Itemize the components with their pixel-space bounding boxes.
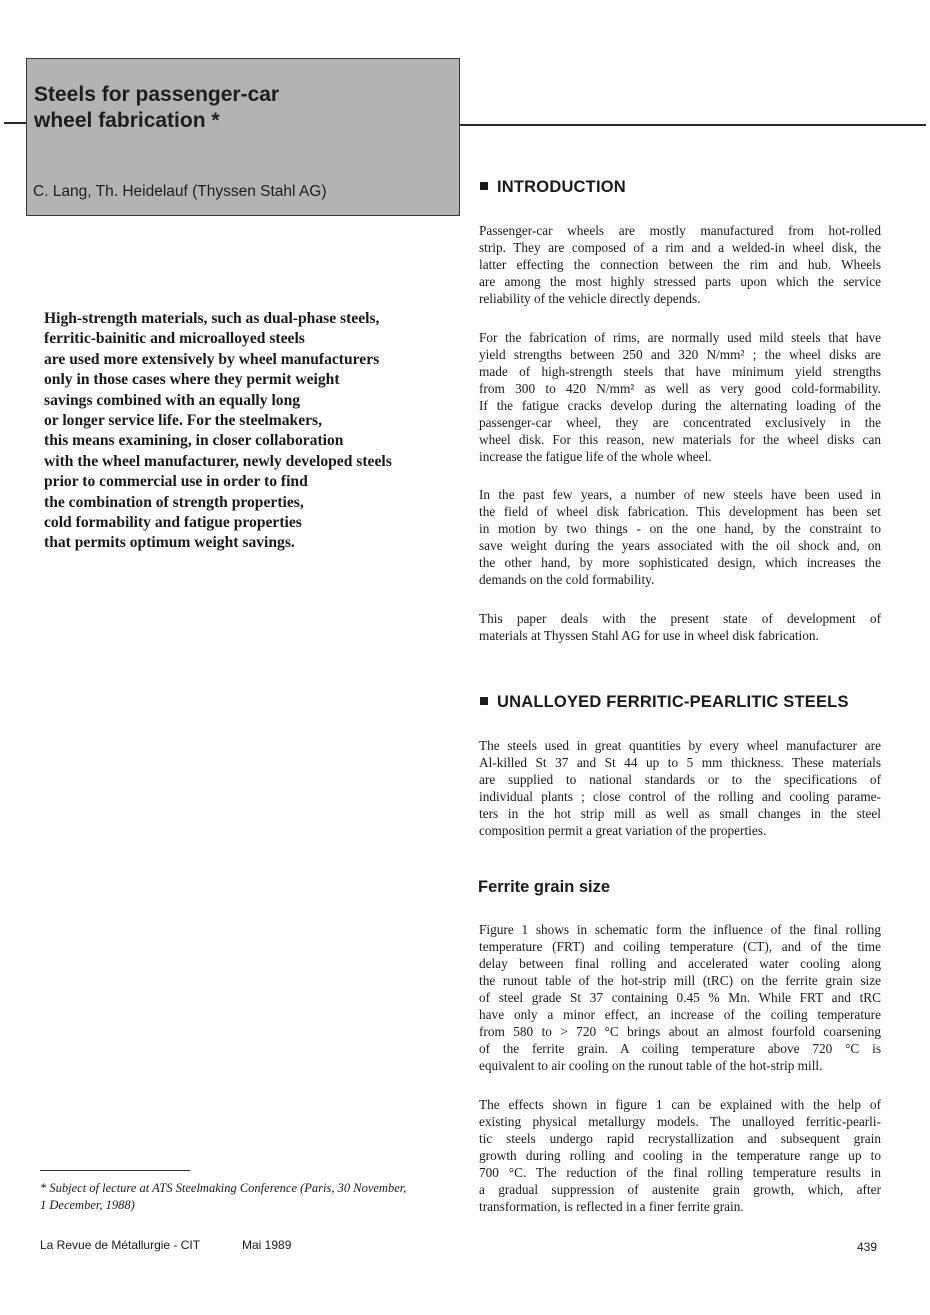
footnote-line: 1 December, 1988) <box>40 1198 135 1212</box>
page-number: 439 <box>857 1240 878 1254</box>
footnote-rule <box>40 1170 190 1171</box>
text-line: growth during rolling and cooling in the temperature range up to <box>479 1148 881 1163</box>
intro-paragraph-2 <box>479 329 881 465</box>
text-line: passenger-car wheel, they are concentrated exclusively in the <box>479 415 881 430</box>
abstract-line: prior to commercial use in order to find <box>44 473 308 491</box>
text-line: from 300 to 420 N/mm² as well as very good cold-formability. <box>479 381 881 396</box>
footnote-line: * Subject of lecture at ATS Steelmaking Conference (Paris, 30 November, <box>40 1181 407 1195</box>
text-line: strip. They are composed of a rim and a welded-in wheel disk, the <box>479 240 881 255</box>
text-line: the field of wheel disk fabrication. This development has been set <box>479 504 881 519</box>
abstract-line: savings combined with an equally long <box>44 391 301 409</box>
text-line: The effects shown in figure 1 can be explained with the help of <box>479 1097 881 1112</box>
abstract-line: this means examining, in closer collaboration <box>44 432 344 450</box>
text-line: transformation, is reflected in a finer ferrite grain. <box>479 1199 744 1214</box>
abstract <box>44 309 454 554</box>
text-line: reliability of the vehicle directly depends. <box>479 291 701 306</box>
text-line: The steels used in great quantities by every wheel manufacturer are <box>479 738 881 753</box>
intro-paragraph-1 <box>479 222 881 307</box>
text-line: wheel disk. For this reason, new materials for the wheel disks can <box>479 432 881 447</box>
text-line: in motion by two things - on the one hand, by the constraint to <box>479 521 881 536</box>
text-line: In the past few years, a number of new steels have been used in <box>479 487 881 502</box>
text-line: a gradual suppression of austenite grain growth, which, after <box>479 1182 881 1197</box>
text-line: tic steels undergo rapid recrystallization and subsequent grain <box>479 1131 881 1146</box>
abstract-line: only in those cases where they permit weight <box>44 371 340 389</box>
text-line: the runout table of the hot-strip mill (tRC) on the ferrite grain size <box>479 973 881 988</box>
text-line: ters in the hot strip mill as well as small changes in the steel <box>479 806 881 821</box>
subsection-heading-ferrite: Ferrite grain size <box>478 878 611 896</box>
text-line: have only a minor effect, an increase of the coiling temperature <box>479 1007 881 1022</box>
abstract-line: the combination of strength properties, <box>44 493 304 511</box>
text-line: Al-killed St 37 and St 44 up to 5 mm thickness. These materials <box>479 755 881 770</box>
section-heading-text: UNALLOYED FERRITIC-PEARLITIC STEELS <box>497 693 849 711</box>
issue-date: Mai 1989 <box>242 1238 292 1252</box>
bullet-square-icon <box>480 697 488 705</box>
section-heading-text: INTRODUCTION <box>497 178 626 196</box>
section-heading-unalloyed <box>480 693 849 712</box>
title-line: wheel fabrication * <box>34 109 220 132</box>
intro-paragraph-3 <box>479 486 881 588</box>
text-line: are supplied to national standards or to the specifications of <box>479 772 881 787</box>
unalloyed-paragraph-1 <box>479 737 881 839</box>
text-line: temperature (FRT) and coiling temperature (CT), and of the time <box>479 939 881 954</box>
text-line: of the ferrite grain. A coiling temperature above 720 °C is <box>479 1041 881 1056</box>
text-line: delay between final rolling and accelerated water cooling along <box>479 956 881 971</box>
text-line: materials at Thyssen Stahl AG for use in wheel disk fabrication. <box>479 628 819 643</box>
text-line: This paper deals with the present state of development of <box>479 611 881 626</box>
text-line: equivalent to air cooling on the runout table of the hot-strip mill. <box>479 1058 823 1073</box>
title-line: Steels for passenger-car <box>34 83 280 106</box>
text-line: If the fatigue cracks develop during the alternating loading of the <box>479 398 881 413</box>
text-line: Passenger-car wheels are mostly manufactured from hot-rolled <box>479 223 881 238</box>
text-line: demands on the cold formability. <box>479 572 655 587</box>
article-title <box>34 82 434 134</box>
text-line: Figure 1 shows in schematic form the influence of the final rolling <box>479 922 881 937</box>
text-line: save weight during the years associated with the oil shock and, on <box>479 538 881 553</box>
ferrite-paragraph-1 <box>479 921 881 1074</box>
abstract-line: that permits optimum weight savings. <box>44 534 295 552</box>
abstract-line: or longer service life. For the steelmakers, <box>44 412 322 430</box>
abstract-line: cold formability and fatigue properties <box>44 514 302 532</box>
text-line: increase the fatigue life of the whole wheel. <box>479 449 712 464</box>
text-line: of steel grade St 37 containing 0.45 % Mn. While FRT and tRC <box>479 990 881 1005</box>
text-line: individual plants ; close control of the rolling and cooling parame- <box>479 789 881 804</box>
ferrite-paragraph-2 <box>479 1096 881 1215</box>
text-line: made of high-strength steels that have minimum yield strengths <box>479 364 881 379</box>
text-line: from 580 to > 720 °C brings about an almost fourfold coarsening <box>479 1024 881 1039</box>
footnote <box>40 1180 450 1214</box>
intro-paragraph-4 <box>479 610 881 644</box>
text-line: are among the most highly stressed parts upon which the service <box>479 274 881 289</box>
bullet-square-icon <box>480 182 488 190</box>
abstract-line: High-strength materials, such as dual-phase steels, <box>44 310 380 327</box>
section-heading-introduction <box>480 178 626 197</box>
abstract-line: with the wheel manufacturer, newly developed steels <box>44 452 392 470</box>
text-line: For the fabrication of rims, are normally used mild steels that have <box>479 330 881 345</box>
text-line: 700 °C. The reduction of the final rolling temperature results in <box>479 1165 881 1180</box>
abstract-line: ferritic-bainitic and microalloyed steels <box>44 330 305 348</box>
title-rule-left <box>4 122 26 124</box>
text-line: the other hand, by more sophisticated design, which increases the <box>479 555 881 570</box>
journal-name: La Revue de Métallurgie - CIT <box>40 1238 201 1252</box>
authors: C. Lang, Th. Heidelauf (Thyssen Stahl AG) <box>33 183 327 200</box>
text-line: composition permit a great variation of the properties. <box>479 823 767 838</box>
text-line: latter effecting the connection between the rim and hub. Wheels <box>479 257 881 272</box>
abstract-line: are used more extensively by wheel manufacturers <box>44 350 380 368</box>
text-line: existing physical metallurgy models. The unalloyed ferritic-pearli- <box>479 1114 881 1129</box>
title-rule-right <box>460 124 926 126</box>
text-line: yield strengths between 250 and 320 N/mm² ; the wheel disks are <box>479 347 881 362</box>
